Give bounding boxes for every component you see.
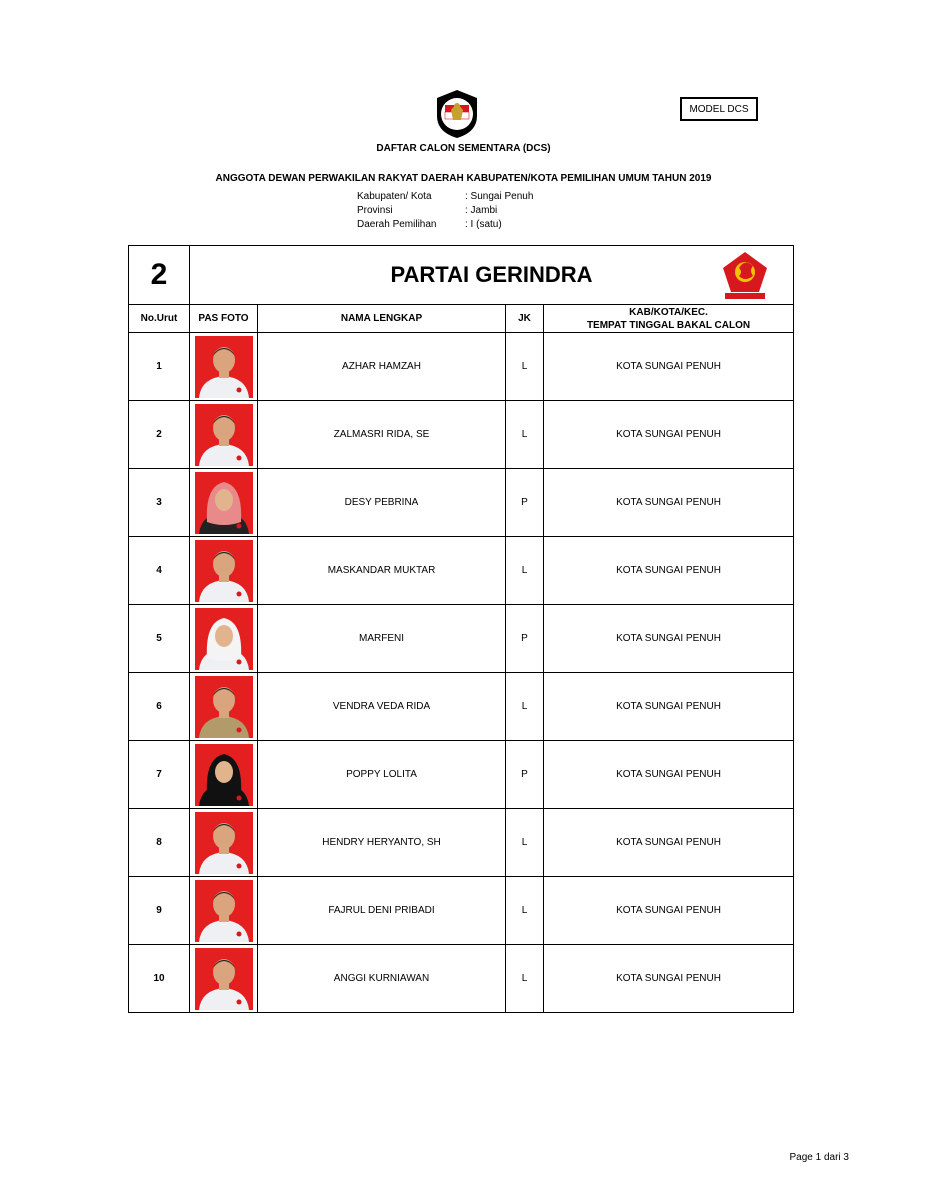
candidate-row [129, 741, 794, 809]
candidate-gender: L [506, 333, 544, 401]
portrait-figure [195, 744, 253, 806]
candidate-number: 6 [129, 673, 190, 741]
candidate-photo-cell [190, 741, 258, 809]
column-header-row [129, 305, 794, 333]
col-header-kab [544, 305, 794, 333]
candidate-gender: L [506, 401, 544, 469]
candidate-name: ANGGI KURNIAWAN [258, 945, 506, 1013]
candidate-number: 4 [129, 537, 190, 605]
candidate-name: ZALMASRI RIDA, SE [258, 401, 506, 469]
candidate-number: 2 [129, 401, 190, 469]
party-header-row [129, 246, 794, 305]
candidate-gender: L [506, 537, 544, 605]
candidate-photo [195, 336, 253, 398]
candidate-row [129, 673, 794, 741]
candidate-photo-cell [190, 333, 258, 401]
candidate-number: 3 [129, 469, 190, 537]
candidate-residence: KOTA SUNGAI PENUH [544, 673, 794, 741]
col-header-jk: JK [506, 305, 544, 333]
candidate-number: 9 [129, 877, 190, 945]
portrait-figure [195, 948, 253, 1010]
meta-label: Kabupaten/ Kota [357, 191, 432, 202]
candidate-photo [195, 880, 253, 942]
candidate-name: FAJRUL DENI PRIBADI [258, 877, 506, 945]
candidate-row [129, 877, 794, 945]
kpu-logo [432, 88, 482, 140]
candidate-residence: KOTA SUNGAI PENUH [544, 945, 794, 1013]
portrait-figure [195, 472, 253, 534]
portrait-figure [195, 404, 253, 466]
candidate-photo [195, 608, 253, 670]
portrait-figure [195, 676, 253, 738]
candidate-residence: KOTA SUNGAI PENUH [544, 877, 794, 945]
document-title: DAFTAR CALON SEMENTARA (DCS) [376, 143, 551, 154]
meta-value: : Sungai Penuh [465, 191, 534, 202]
candidate-residence: KOTA SUNGAI PENUH [544, 537, 794, 605]
portrait-figure [195, 336, 253, 398]
candidate-photo [195, 676, 253, 738]
candidate-number: 7 [129, 741, 190, 809]
candidate-name: AZHAR HAMZAH [258, 333, 506, 401]
candidate-row [129, 605, 794, 673]
col-header-nama: NAMA LENGKAP [258, 305, 506, 333]
candidate-residence: KOTA SUNGAI PENUH [544, 741, 794, 809]
candidate-gender: L [506, 945, 544, 1013]
candidate-photo [195, 948, 253, 1010]
gerindra-logo [719, 250, 771, 302]
candidate-gender: L [506, 877, 544, 945]
candidate-photo-cell [190, 673, 258, 741]
candidate-gender: L [506, 809, 544, 877]
candidate-number: 8 [129, 809, 190, 877]
model-label-box [680, 97, 758, 121]
candidate-photo-cell [190, 401, 258, 469]
candidate-photo-cell [190, 469, 258, 537]
candidate-residence: KOTA SUNGAI PENUH [544, 333, 794, 401]
candidate-gender: P [506, 605, 544, 673]
meta-kabupaten [357, 191, 533, 202]
col-header-foto: PAS FOTO [190, 305, 258, 333]
col-header-kab-line1: KAB/KOTA/KEC. [629, 306, 708, 318]
candidate-photo-cell [190, 945, 258, 1013]
candidate-row [129, 945, 794, 1013]
col-header-kab-line2: TEMPAT TINGGAL BAKAL CALON [586, 319, 751, 331]
meta-label: Daerah Pemilihan [357, 219, 437, 230]
candidate-row [129, 469, 794, 537]
candidate-number: 10 [129, 945, 190, 1013]
candidate-residence: KOTA SUNGAI PENUH [544, 401, 794, 469]
candidate-number: 1 [129, 333, 190, 401]
candidate-photo [195, 812, 253, 874]
candidate-gender: L [506, 673, 544, 741]
candidate-residence: KOTA SUNGAI PENUH [544, 469, 794, 537]
candidate-name: MARFENI [258, 605, 506, 673]
col-header-no: No.Urut [129, 305, 190, 333]
candidate-row [129, 537, 794, 605]
candidate-name: VENDRA VEDA RIDA [258, 673, 506, 741]
candidate-photo [195, 472, 253, 534]
candidate-photo-cell [190, 877, 258, 945]
candidate-name: MASKANDAR MUKTAR [258, 537, 506, 605]
party-name-cell [190, 246, 794, 305]
candidate-row [129, 809, 794, 877]
portrait-figure [195, 608, 253, 670]
candidate-residence: KOTA SUNGAI PENUH [544, 605, 794, 673]
candidate-residence: KOTA SUNGAI PENUH [544, 809, 794, 877]
model-label: MODEL DCS [689, 103, 749, 115]
candidate-photo [195, 540, 253, 602]
party-number: 2 [150, 258, 168, 291]
meta-label: Provinsi [357, 205, 393, 216]
candidate-number: 5 [129, 605, 190, 673]
candidate-name: HENDRY HERYANTO, SH [258, 809, 506, 877]
candidate-table [128, 245, 794, 1013]
party-name: PARTAI GERINDRA [390, 262, 593, 287]
candidate-photo-cell [190, 537, 258, 605]
document-subtitle: ANGGOTA DEWAN PERWAKILAN RAKYAT DAERAH KABUPATEN/KOTA PEMILIHAN UMUM TAHUN 2019 [215, 173, 712, 184]
portrait-figure [195, 880, 253, 942]
page-number: Page 1 dari 3 [789, 1152, 849, 1163]
meta-value: : Jambi [465, 205, 498, 216]
candidate-photo [195, 744, 253, 806]
candidate-photo-cell [190, 605, 258, 673]
candidate-gender: P [506, 469, 544, 537]
candidate-photo-cell [190, 809, 258, 877]
meta-value: : I (satu) [465, 219, 502, 230]
candidate-gender: P [506, 741, 544, 809]
meta-daerah-pemilihan [357, 219, 502, 230]
portrait-figure [195, 812, 253, 874]
candidate-row [129, 333, 794, 401]
candidate-row [129, 401, 794, 469]
candidate-name: DESY PEBRINA [258, 469, 506, 537]
portrait-figure [195, 540, 253, 602]
candidate-name: POPPY LOLITA [258, 741, 506, 809]
meta-provinsi [357, 205, 497, 216]
candidate-photo [195, 404, 253, 466]
party-number-cell [129, 246, 190, 305]
